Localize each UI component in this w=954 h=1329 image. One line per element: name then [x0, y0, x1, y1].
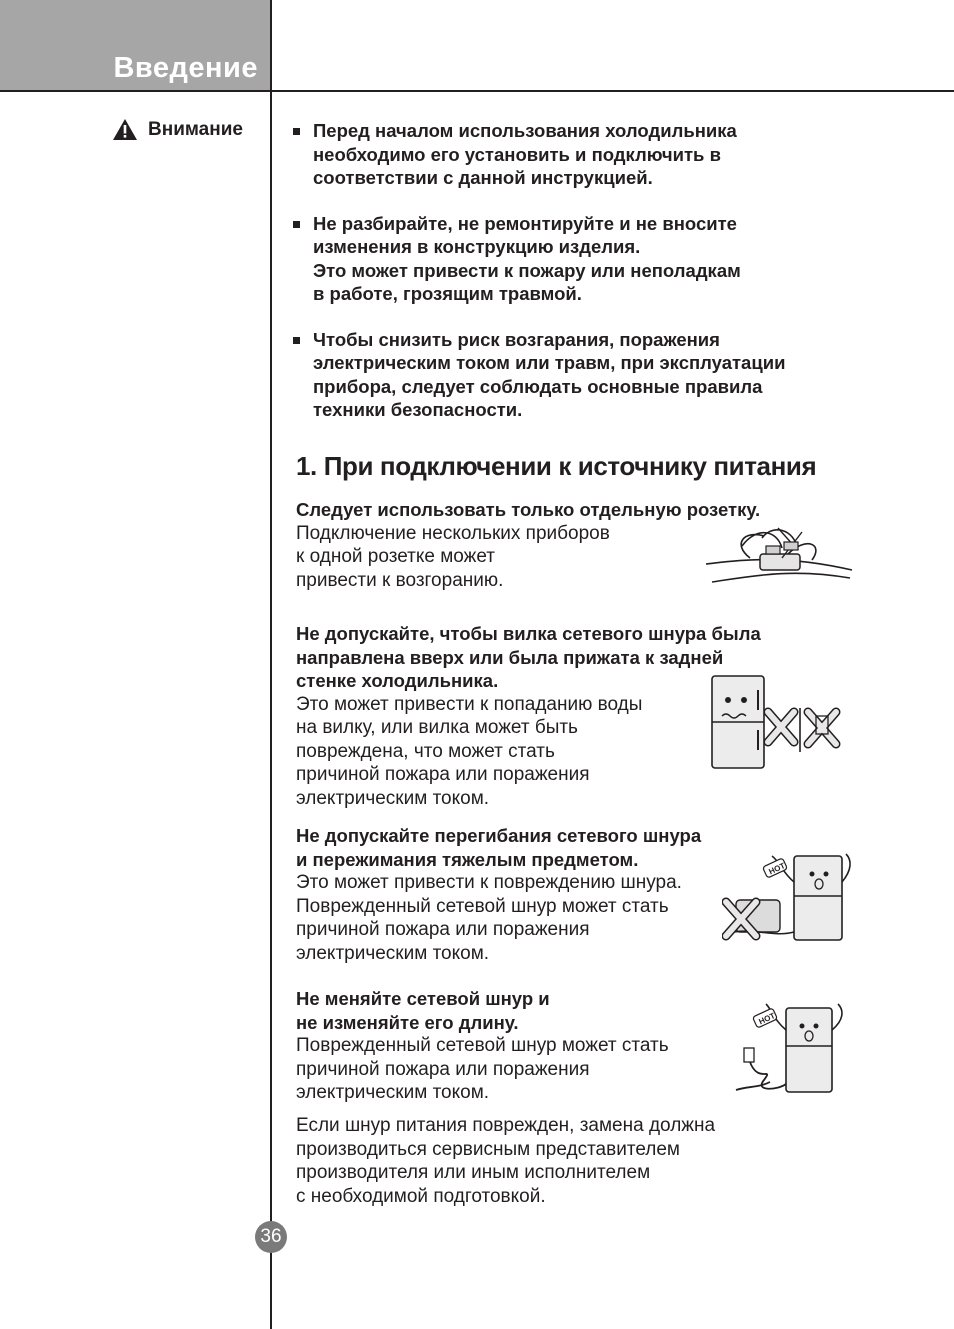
bullet-line: прибора, следует соблюдать основные правила [313, 375, 763, 397]
instruction-block-outlet [296, 498, 760, 592]
warning-triangle-icon [112, 118, 138, 141]
block-text: электрическим током. [296, 942, 490, 964]
hot-label: HOT [767, 861, 787, 877]
instruction-block-cord-modification [296, 987, 669, 1105]
block-text: электрическим током. [296, 1082, 490, 1103]
block-text: производиться сервисным представителем [296, 1138, 680, 1160]
block-text: причиной пожара или поражения [296, 764, 590, 785]
block-heading: Не меняйте сетевой шнур и [296, 988, 550, 1009]
bullet-line: техники безопасности. [313, 399, 523, 420]
multi-plug-outlet-illustration [702, 524, 854, 594]
bullet-line: Перед началом использования холодильника [313, 120, 737, 141]
header-tab [0, 0, 271, 91]
block-text: производителя или иным исполнителем [296, 1162, 651, 1183]
bullet-line: Это может привести к пожару или неполадкам [313, 259, 741, 281]
replacement-note [296, 1114, 715, 1208]
block-heading: Не допускайте, чтобы вилка сетевого шнура была [296, 623, 761, 644]
block-heading: Не допускайте перегибания сетевого шнура [296, 825, 702, 846]
block-text: привести к возгоранию. [296, 569, 504, 591]
bullet-line: необходимо его установить и подключить в [313, 143, 721, 165]
block-text: Если шнур питания поврежден, замена должна [296, 1115, 716, 1136]
block-text: с необходимой подготовкой. [296, 1185, 546, 1207]
page-number-badge: 36 [255, 1221, 287, 1253]
bullet-line: электрическим током или травм, при эксплуатации [313, 352, 786, 373]
block-text: к одной розетке может [296, 546, 495, 567]
block-heading: не изменяйте его длину. [296, 1011, 519, 1033]
caution-bullet-list [290, 119, 890, 444]
bullet-line: Чтобы снизить риск возгарания, поражения [313, 328, 720, 350]
bullet-line: изменения в конструкцию изделия. [313, 236, 641, 257]
block-text: Поврежденный сетевой шнур может стать [296, 895, 669, 917]
square-bullet-icon [293, 128, 300, 135]
block-text: Это может привести к повреждению шнура. [296, 872, 682, 893]
caution-label: Внимание [148, 118, 243, 140]
cord-pinched-illustration [722, 846, 856, 946]
block-heading: направлена вверх или была прижата к задней [296, 646, 724, 668]
section-heading: 1. При подключении к источнику питания [296, 451, 817, 481]
block-text: причиной пожара или поражения [296, 919, 590, 940]
block-text: электрическим током. [296, 787, 490, 809]
header-divider [0, 90, 954, 92]
caution-label-group [112, 118, 243, 141]
hot-label: HOT [757, 1011, 777, 1027]
page-title: Введение [113, 52, 258, 84]
cord-modification-illustration [734, 996, 854, 1096]
bullet-line: Не разбирайте, не ремонтируйте и не вносите [313, 212, 737, 234]
bullet-item [290, 328, 890, 422]
bullet-item [290, 212, 890, 306]
bullet-item [290, 119, 890, 190]
square-bullet-icon [293, 337, 300, 344]
block-heading: и пережимания тяжелым предметом. [296, 848, 639, 870]
instruction-block-cord-bending [296, 824, 701, 965]
block-heading: Следует использовать только отдельную розетку. [296, 499, 761, 520]
bullet-line: соответствии с данной инструкцией. [313, 167, 653, 188]
instruction-block-plug-direction [296, 622, 761, 810]
bullet-line: в работе, грозящим травмой. [313, 283, 582, 304]
refrigerator-plug-illustration [708, 672, 848, 772]
block-heading: стенке холодильника. [296, 670, 499, 691]
block-text: причиной пожара или поражения [296, 1058, 590, 1080]
left-margin-rule [270, 0, 272, 1329]
block-text: на вилку, или вилка может быть [296, 717, 578, 738]
block-text: Поврежденный сетевой шнур может стать [296, 1035, 669, 1056]
block-text: Подключение нескольких приборов [296, 522, 610, 544]
square-bullet-icon [293, 221, 300, 228]
block-text: Это может привести к попаданию воды [296, 693, 643, 715]
block-text: повреждена, что может стать [296, 740, 555, 762]
